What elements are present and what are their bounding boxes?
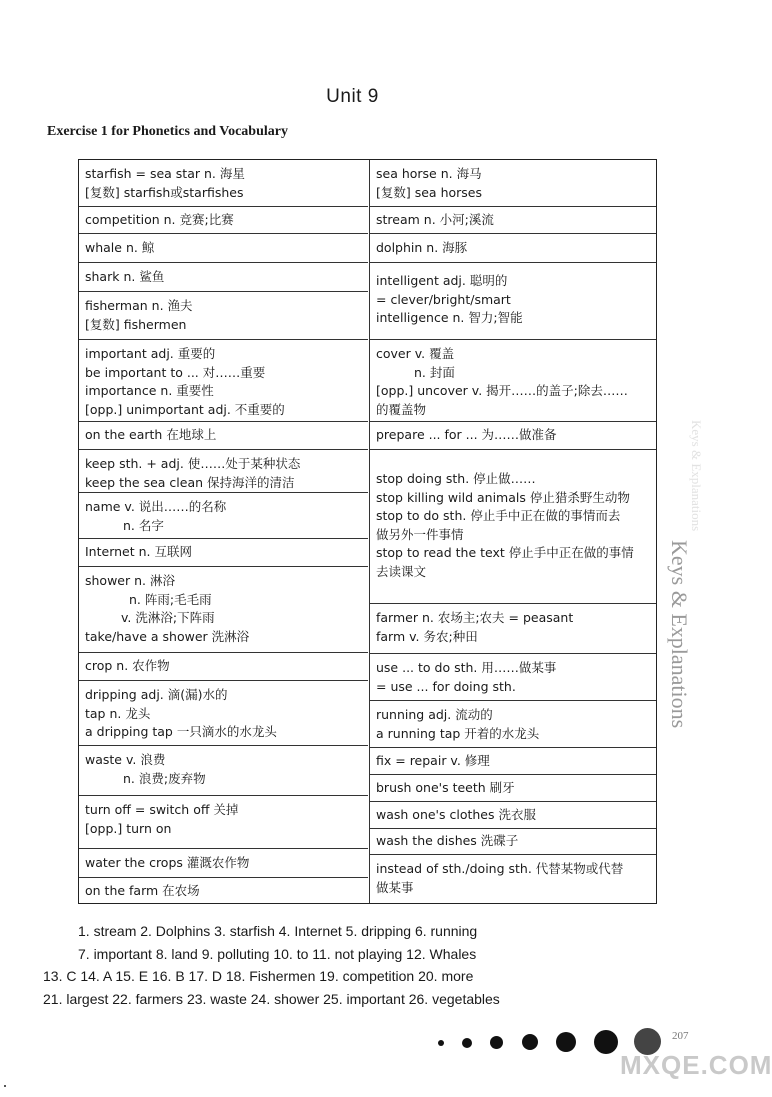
- vocab-cell: prepare ... for ... 为……做准备: [370, 421, 656, 449]
- vocab-cell: brush one's teeth 刷牙: [370, 774, 656, 801]
- vocab-cell: starfish = sea star n. 海星 [复数] starfish或starfishes: [85, 166, 245, 200]
- vocab-cell: stream n. 小河;溪流: [370, 206, 656, 233]
- vocab-cell: sea horse n. 海马 [复数] sea horses: [376, 166, 482, 200]
- watermark: MXQE.COM: [620, 1050, 772, 1080]
- dot: [522, 1034, 538, 1050]
- vocab-cell: important adj. 重要的 be important to ... 对……重要 importance n. 重要性 [opp.] unimportant adj. 不重要的: [79, 339, 368, 421]
- vocab-cell: shower n. 淋浴 n. 阵雨;毛毛雨 v. 洗淋浴;下阵雨 take/have a shower 洗淋浴: [79, 566, 368, 652]
- vocab-cell: on the earth 在地球上: [79, 421, 368, 449]
- vocab-cell: dripping adj. 滴(漏)水的 tap n. 龙头 a dripping tap 一只滴水的水龙头: [79, 680, 368, 745]
- answer-row: 21. largest 22. farmers 23. waste 24. shower 25. important 26. vegetables: [43, 990, 500, 1007]
- right-column: [370, 160, 656, 903]
- vocab-cell: stop doing sth. 停止做…… stop killing wild animals 停止猎杀野生动物 stop to do sth. 停止手中正在做的事情而去 做另外一件事情 stop to read the text 停止手中正在做的事情 去读课文: [370, 449, 656, 603]
- vocab-cell: wash the dishes 洗碟子: [370, 828, 656, 854]
- unit-title: Unit 9: [326, 86, 379, 107]
- vocab-cell: farmer n. 农场主;农夫 = peasant farm v. 务农;种田: [370, 603, 656, 653]
- page-number: 207: [672, 1030, 689, 1042]
- vocab-cell: wash one's clothes 洗衣服: [370, 801, 656, 828]
- answer-row: 13. C 14. A 15. E 16. B 17. D 18. Fishermen 19. competition 20. more: [43, 968, 474, 985]
- vocab-cell: on the farm 在农场: [79, 877, 368, 905]
- dot: [594, 1030, 618, 1054]
- vocabulary-table: [78, 159, 657, 904]
- vocab-cell: whale n. 鲸: [79, 233, 368, 262]
- vocab-cell: crop n. 农作物: [79, 652, 368, 680]
- dot: [462, 1038, 472, 1048]
- vocab-cell: water the crops 灌溉农作物: [79, 848, 368, 877]
- vocab-cell: turn off = switch off 关掉 [opp.] turn on: [79, 795, 368, 848]
- vocab-cell: dolphin n. 海豚: [370, 233, 656, 262]
- exercise-title: Exercise 1 for Phonetics and Vocabulary: [47, 124, 288, 139]
- dot: [438, 1040, 444, 1046]
- vocab-cell: cover v. 覆盖 n. 封面 [opp.] uncover v. 揭开……的盖子;除去…… 的覆盖物: [370, 339, 656, 421]
- vocab-cell: name v. 说出……的名称 n. 名字: [79, 492, 368, 538]
- vocab-cell: keep sth. + adj. 使……处于某种状态 keep the sea clean 保持海洋的清洁: [79, 449, 368, 492]
- side-label-faint: Keys & Explanations: [689, 420, 704, 532]
- vocab-cell: waste v. 浪费 n. 浪费;废弃物: [79, 745, 368, 795]
- vocab-cell: use ... to do sth. 用……做某事 = use ... for doing sth.: [370, 653, 656, 700]
- vocab-cell: competition n. 竞赛;比赛: [79, 206, 368, 233]
- vocab-cell: intelligent adj. 聪明的 = clever/bright/smart intelligence n. 智力;智能: [370, 262, 656, 339]
- corner-mark: [4, 1085, 6, 1087]
- answer-row: 7. important 8. land 9. polluting 10. to 11. not playing 12. Whales: [78, 945, 477, 962]
- vocab-cell: Internet n. 互联网: [79, 538, 368, 566]
- vocab-cell: shark n. 鲨鱼: [79, 262, 368, 291]
- dot: [556, 1032, 576, 1052]
- left-column: [79, 160, 368, 903]
- vocab-cell: running adj. 流动的 a running tap 开着的水龙头: [370, 700, 656, 747]
- side-label: Keys & Explanations: [667, 540, 692, 729]
- vocab-cell: instead of sth./doing sth. 代替某物或代替 做某事: [370, 854, 656, 905]
- vocab-cell: fisherman n. 渔夫 [复数] fishermen: [79, 291, 368, 339]
- answer-key: [43, 920, 678, 1010]
- vocab-cell: fix = repair v. 修理: [370, 747, 656, 774]
- dot: [490, 1036, 503, 1049]
- answer-row: 1. stream 2. Dolphins 3. starfish 4. Internet 5. dripping 6. running: [78, 923, 478, 939]
